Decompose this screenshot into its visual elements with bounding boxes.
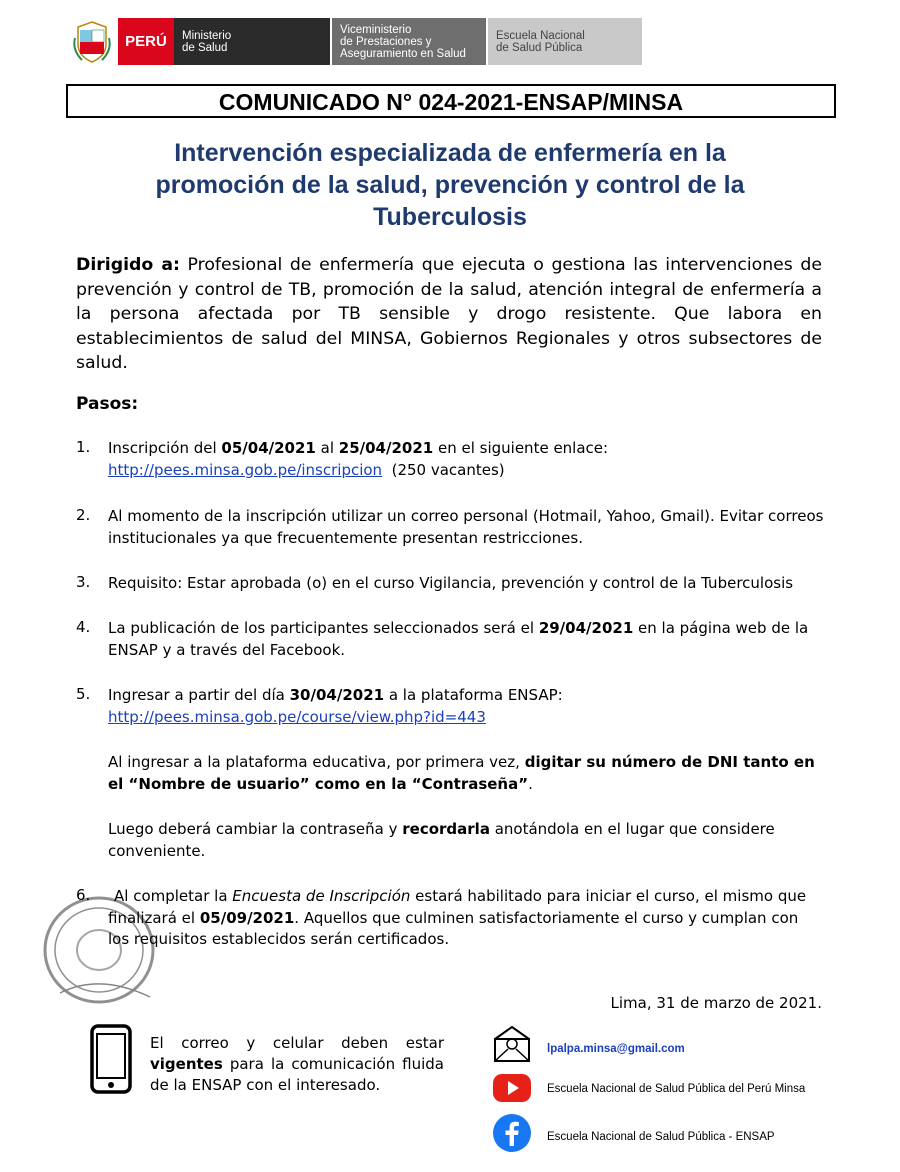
pasos-heading: Pasos:	[76, 394, 139, 414]
youtube-icon	[492, 1068, 532, 1108]
comunicado-title: COMUNICADO N° 024-2021-ENSAP/MINSA	[66, 84, 836, 118]
course-link[interactable]: http://pees.minsa.gob.pe/course/view.php?id=443	[108, 707, 486, 726]
date-location: Lima, 31 de marzo de 2021.	[610, 994, 822, 1012]
facebook-icon	[492, 1113, 532, 1153]
dirigido-paragraph: Dirigido a: Profesional de enfermería que ejecuta o gestiona las intervenciones de prevención y control de TB, promoción de la salud, atención integral de enfermería a la persona afectada por TB sensible y drogo resistente. Que labora en establecimientos de salud del MINSA, Gobiernos Regionales y otros subsectores de salud.	[76, 255, 822, 373]
step-number: 5.	[76, 685, 91, 703]
step-number: 1.	[76, 438, 91, 456]
step-6: Al completar la Encuesta de Inscripción estará habilitado para iniciar el curso, el mismo que finalizará el 05/09/2021. Aquellos que culminen satisfactoriamente el curso y cumplan con los requisitos establecidos serán certificados.	[108, 887, 807, 948]
step-number: 4.	[76, 618, 91, 636]
contact-note: El correo y celular deben estar vigentes para la comunicación fluida de la ENSAP con el interesado.	[150, 1034, 444, 1094]
step-number: 6.	[76, 886, 91, 904]
step-4: La publicación de los participantes seleccionados será el 29/04/2021 en la página web de la ENSAP y a través del Facebook.	[108, 619, 809, 659]
step-3: Requisito: Estar aprobada (o) en el curso Vigilancia, prevención y control de la Tuberculosis	[108, 574, 794, 592]
facebook-page[interactable]: Escuela Nacional de Salud Pública - ENSAP	[547, 1131, 775, 1143]
escuela-logo: Escuela Nacional de Salud Pública	[488, 18, 642, 65]
viceministerio-logo: Viceministerio de Prestaciones y Aseguramiento en Salud	[332, 18, 486, 65]
step-2: Al momento de la inscripción utilizar un correo personal (Hotmail, Yahoo, Gmail). Evitar correos institucionales ya que frecuentemente presentan restricciones.	[108, 507, 824, 547]
inscripcion-link[interactable]: http://pees.minsa.gob.pe/inscripcion	[108, 460, 383, 479]
mobile-phone-icon	[90, 1024, 132, 1094]
peru-coat-of-arms-icon	[72, 18, 112, 64]
peru-logo: PERÚ	[118, 18, 174, 65]
youtube-channel[interactable]: Escuela Nacional de Salud Pública del Perú Minsa	[547, 1083, 806, 1095]
step-5: Ingresar a partir del día 30/04/2021 a la plataforma ENSAP: http://pees.minsa.gob.pe/course/view.php?id=443	[108, 686, 563, 726]
step-1: Inscripción del 05/04/2021 al 25/04/2021 en el siguiente enlace: http://pees.minsa.gob.pe/inscripcion (250 vacantes)	[108, 439, 609, 479]
email-address[interactable]: lpalpa.minsa@gmail.com	[547, 1043, 685, 1055]
email-icon	[492, 1025, 532, 1065]
step-5-password-note: Luego deberá cambiar la contraseña y recordarla anotándola en el lugar que considere conveniente.	[108, 820, 775, 860]
step-number: 3.	[76, 573, 91, 591]
main-title: Intervención especializada de enfermería en la promoción de la salud, prevención y control de la Tuberculosis	[155, 139, 745, 231]
step-number: 2.	[76, 506, 91, 524]
step-5-dni-note: Al ingresar a la plataforma educativa, por primera vez, digitar su número de DNI tanto en el “Nombre de usuario” como en la “Contraseña”.	[108, 753, 815, 793]
ministerio-logo: Ministerio de Salud	[174, 18, 330, 65]
